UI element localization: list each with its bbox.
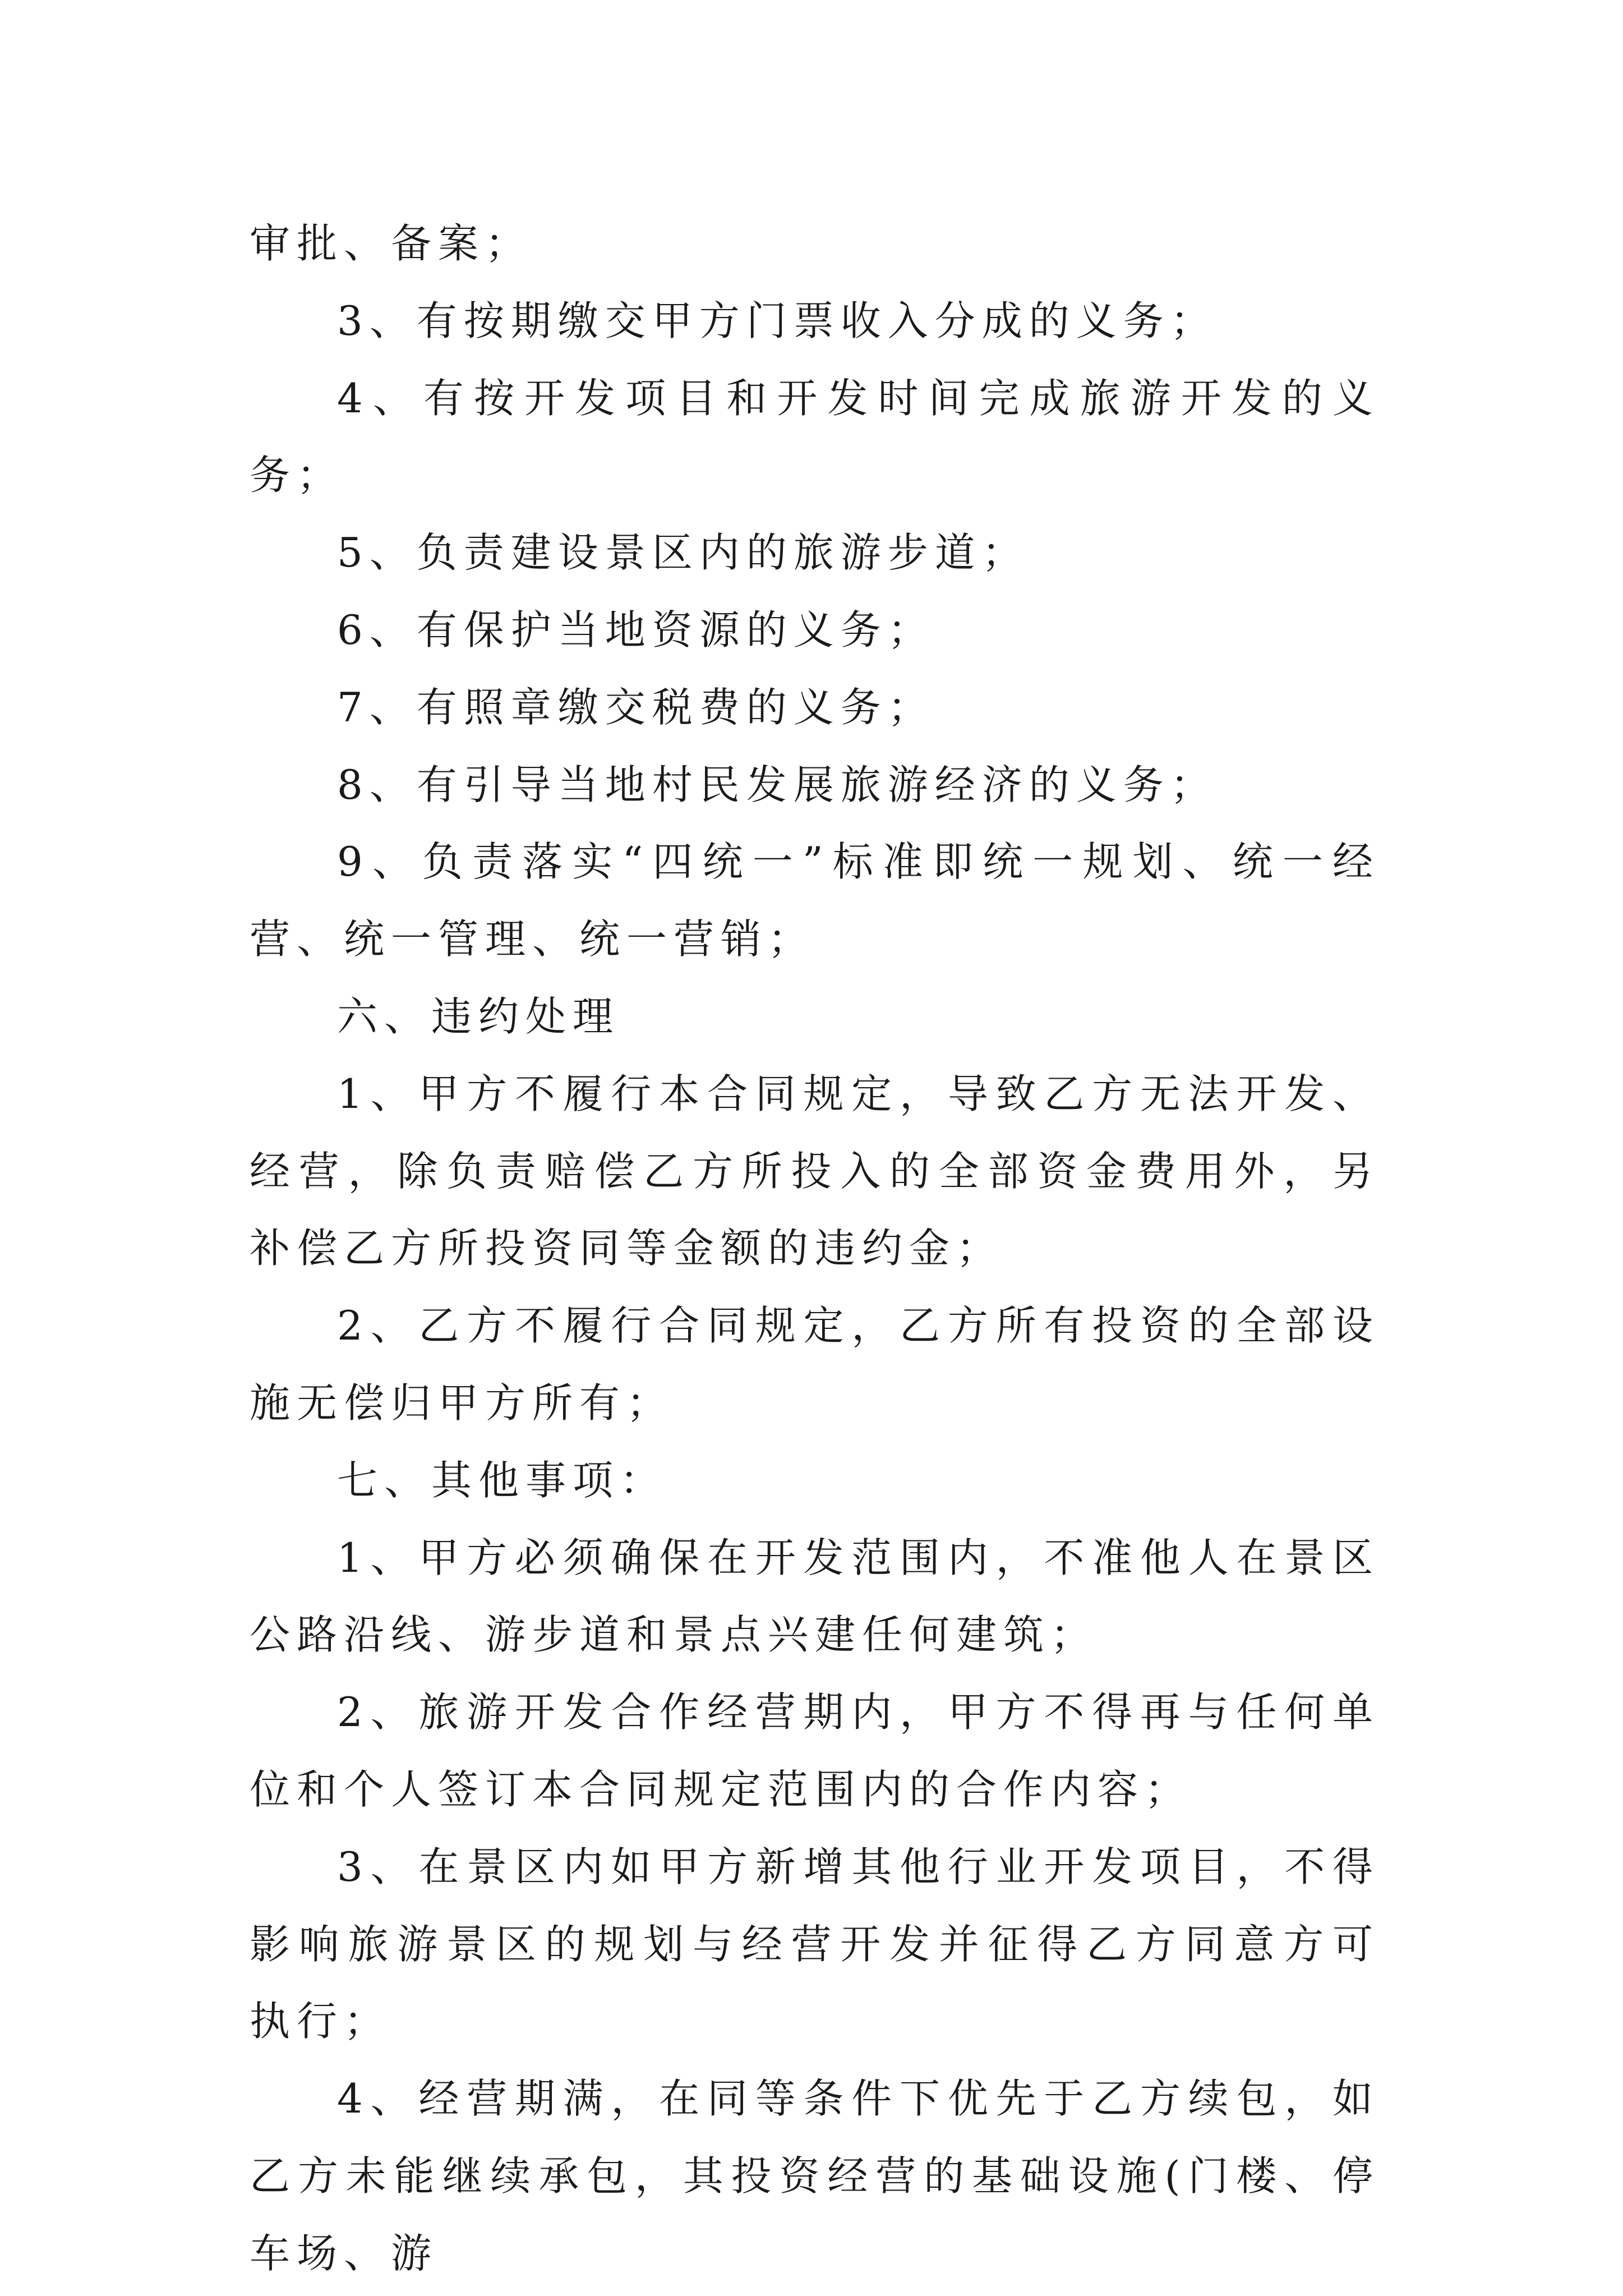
document-body: [250, 205, 1380, 2293]
paragraph-obligation-8: 8、有引导当地村民发展旅游经济的义务；: [337, 761, 1218, 808]
paragraph-other-4: 4、经营期满，在同等条件下优先于乙方续包，如乙方未能继续承包，其投资经营的基础设施(门楼、停车场、游: [250, 2075, 1380, 2277]
paragraph-obligation-7: 7、有照章缴交税费的义务；: [337, 683, 935, 731]
paragraph-breach-2: 2、乙方不履行合同规定，乙方所有投资的全部设施无偿归甲方所有；: [250, 1302, 1380, 1427]
paragraph-obligation-9: 9、负责落实“四统一”标准即统一规划、统一经营、统一管理、统一营销；: [250, 838, 1380, 963]
section-heading-breach: 六、违约处理: [337, 992, 620, 1040]
paragraph-other-2: 2、旅游开发合作经营期内，甲方不得再与任何单位和个人签订本合同规定范围内的合作内容；: [250, 1688, 1380, 1813]
paragraph-other-3: 3、在景区内如甲方新增其他行业开发项目，不得影响旅游景区的规划与经营开发并征得乙方同意方可执行；: [250, 1843, 1380, 2045]
section-heading-other-matters: 七、其他事项：: [337, 1456, 667, 1504]
paragraph-breach-1: 1、甲方不履行本合同规定，导致乙方无法开发、经营，除负责赔偿乙方所投入的全部资金费用外，另补偿乙方所投资同等金额的违约金；: [250, 1070, 1380, 1272]
paragraph-obligation-3: 3、有按期缴交甲方门票收入分成的义务；: [337, 297, 1218, 344]
paragraph-approval-filing: 审批、备案；: [250, 220, 533, 267]
paragraph-obligation-6: 6、有保护当地资源的义务；: [337, 606, 935, 654]
paragraph-obligation-5: 5、负责建设景区内的旅游步道；: [337, 529, 1029, 577]
paragraph-other-1: 1、甲方必须确保在开发范围内，不准他人在景区公路沿线、游步道和景点兴建任何建筑；: [250, 1534, 1380, 1659]
paragraph-obligation-4: 4、有按开发项目和开发时间完成旅游开发的义务；: [250, 374, 1380, 499]
